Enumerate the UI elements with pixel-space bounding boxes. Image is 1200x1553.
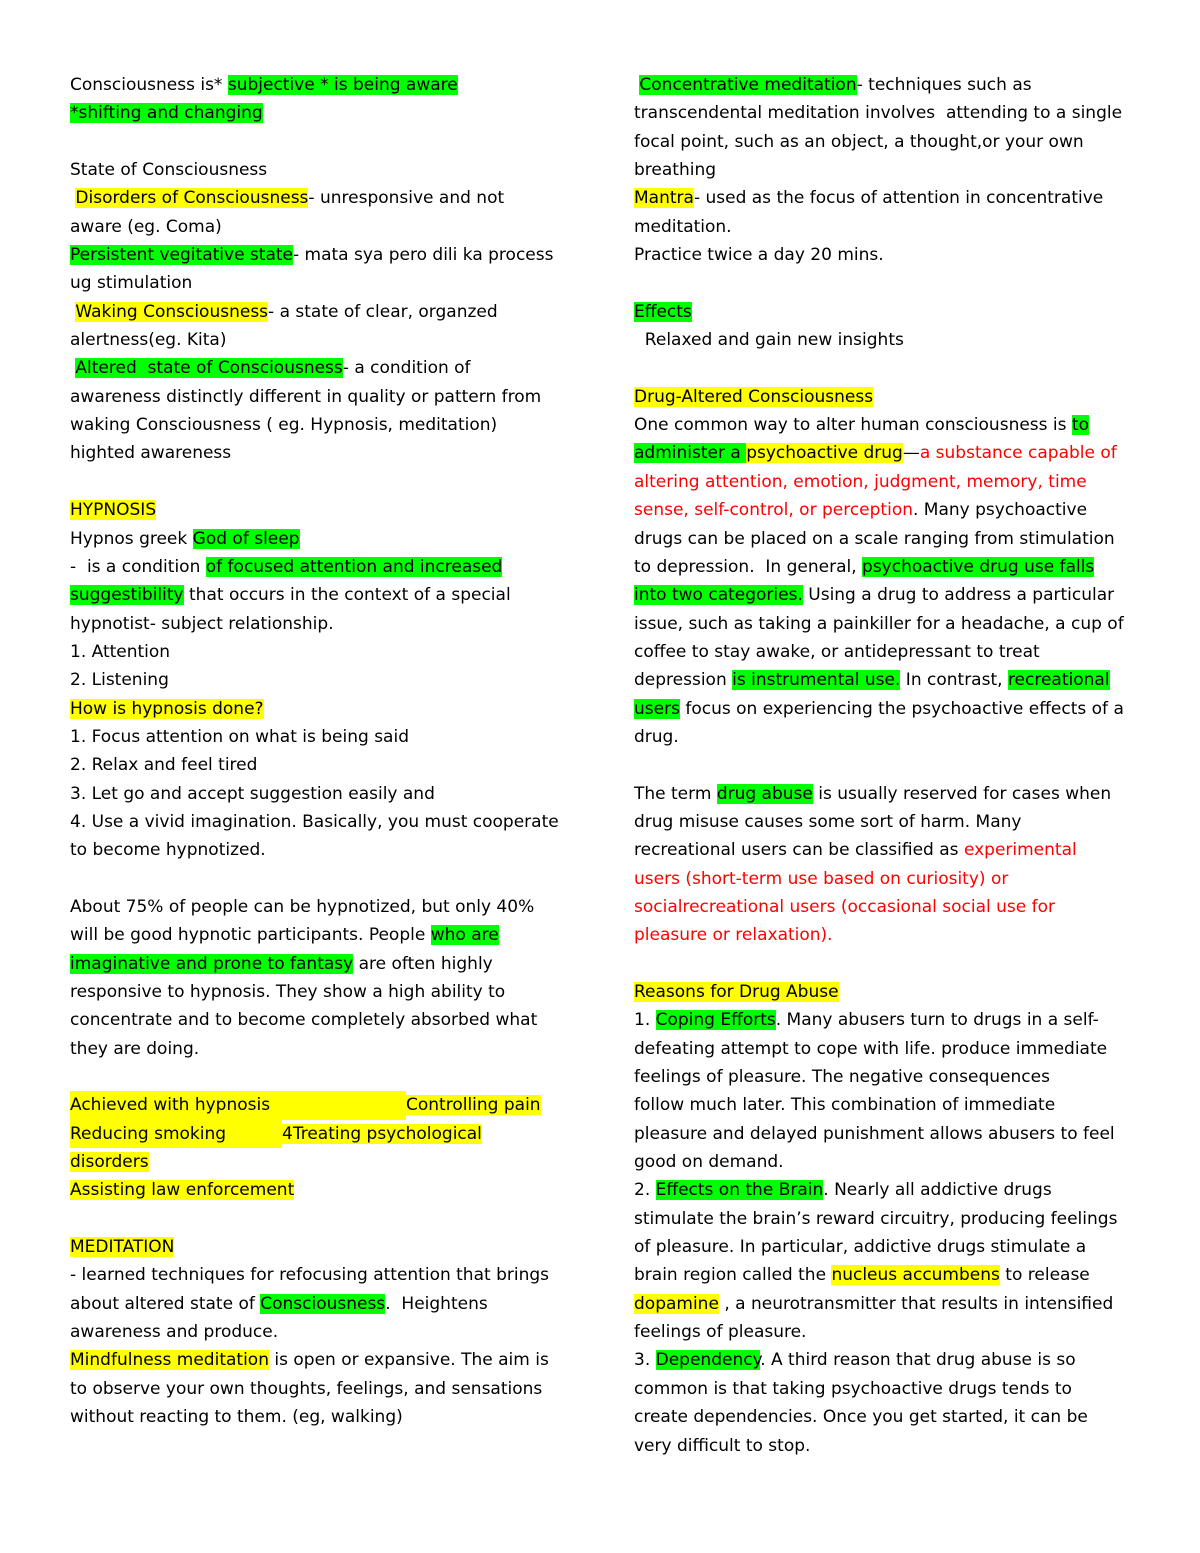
text-line	[70, 269, 570, 297]
text-line	[70, 581, 570, 609]
text-segment: 4. Use a vivid imagination. Basically, you must cooperate	[70, 811, 559, 832]
text-segment: Hypnos greek	[70, 528, 193, 549]
text-segment: will be good hypnotic participants. People	[70, 925, 431, 946]
text-segment: focal point, such as an object, a thought,or your own	[634, 131, 1084, 152]
text-segment: focus on experiencing the psychoactive effects of a	[679, 698, 1124, 719]
text-segment: - a state of clear, organzed	[268, 301, 498, 322]
green-highlight-text: psychoactive drug use falls	[862, 556, 1095, 577]
text-line	[634, 723, 1139, 751]
text-line	[70, 1403, 570, 1431]
text-line	[634, 241, 1139, 269]
text-line	[70, 808, 570, 836]
text-line	[634, 751, 1139, 779]
green-highlight-text: is instrumental use.	[732, 670, 901, 691]
text-segment: to become hypnotized.	[70, 840, 266, 861]
red-text: users (short-term use based on curiosity) or	[634, 868, 1009, 889]
text-segment: State of Consciousness	[70, 160, 268, 181]
green-highlight-text: users	[634, 698, 680, 719]
text-line	[634, 1403, 1139, 1431]
yellow-highlight-text: Controlling pain	[406, 1095, 541, 1116]
red-text: experimental	[963, 840, 1077, 861]
text-segment: - unresponsive and not	[308, 188, 505, 209]
text-line	[70, 411, 570, 439]
text-segment: coffee to stay awake, or antidepressant to treat	[634, 641, 1040, 662]
text-segment: . Nearly all addictive drugs	[823, 1180, 1052, 1201]
yellow-highlight-text: Mindfulness meditation	[70, 1350, 269, 1371]
red-text: sense, self-control, or perception	[634, 500, 913, 521]
green-highlight-text: recreational	[1007, 670, 1110, 691]
text-segment: One common way to alter human consciousness is	[634, 415, 1072, 436]
text-line	[70, 921, 570, 949]
text-line	[634, 1035, 1139, 1063]
green-highlight-text: Consciousness	[260, 1293, 386, 1314]
yellow-highlight-text: How is hypnosis done?	[70, 698, 264, 719]
text-segment: brain region called the	[634, 1265, 832, 1286]
text-segment: good on demand.	[634, 1152, 784, 1173]
green-highlight-text: suggestibility	[70, 585, 184, 606]
yellow-highlight-text: Waking Consciousness	[75, 301, 269, 322]
text-segment: about altered state of	[70, 1293, 261, 1314]
text-line	[634, 1205, 1139, 1233]
text-line	[634, 638, 1139, 666]
green-highlight-text: of focused attention and increased	[205, 556, 503, 577]
text-segment: without reacting to them. (eg, walking)	[70, 1407, 403, 1428]
text-segment: issue, such as taking a painkiller for a headache, a cup of	[634, 613, 1124, 634]
text-line	[70, 439, 570, 467]
text-segment: Practice twice a day 20 mins.	[634, 245, 884, 266]
text-line	[634, 156, 1139, 184]
text-segment: aware (eg. Coma)	[70, 216, 222, 237]
text-segment: 1. Focus attention on what is being said	[70, 726, 409, 747]
text-segment: waking Consciousness ( eg. Hypnosis, meditation)	[70, 415, 498, 436]
text-line	[634, 553, 1139, 581]
text-segment: meditation.	[634, 216, 732, 237]
text-line	[70, 751, 570, 779]
yellow-highlight-text: psychoactive drug	[746, 443, 903, 464]
text-segment: The term	[634, 783, 717, 804]
text-segment: transcendental meditation involves attending to a single	[634, 103, 1123, 124]
left-column	[70, 71, 570, 1432]
red-text: pleasure or relaxation).	[634, 925, 833, 946]
text-line	[70, 723, 570, 751]
text-line	[634, 1432, 1139, 1460]
text-line	[634, 326, 1139, 354]
text-segment: of pleasure. In particular, addictive drugs stimulate a	[634, 1237, 1087, 1258]
text-line	[70, 1006, 570, 1034]
text-line	[70, 156, 570, 184]
text-segment: In contrast,	[900, 670, 1008, 691]
text-line	[634, 411, 1139, 439]
green-highlight-text: God of sleep	[192, 528, 300, 549]
green-highlight-text: Altered state of Consciousness	[75, 358, 343, 379]
text-segment: they are doing.	[70, 1038, 200, 1059]
text-line	[634, 298, 1139, 326]
text-line	[70, 184, 570, 212]
text-segment: to observe your own thoughts, feelings, and sensations	[70, 1378, 543, 1399]
text-segment: 1.	[634, 1010, 656, 1031]
text-segment: 2.	[634, 1180, 656, 1201]
green-highlight-text: Dependency	[655, 1350, 761, 1371]
text-line	[634, 1375, 1139, 1403]
text-line	[634, 468, 1139, 496]
text-segment: highted awareness	[70, 443, 232, 464]
text-line	[634, 1006, 1139, 1034]
text-line	[634, 978, 1139, 1006]
green-highlight-text: who are	[430, 925, 499, 946]
text-line	[634, 1290, 1139, 1318]
text-segment: 2. Relax and feel tired	[70, 755, 258, 776]
text-segment: About 75% of people can be hypnotized, but only 40%	[70, 896, 535, 917]
text-line	[70, 666, 570, 694]
text-segment: hypnotist- subject relationship.	[70, 613, 334, 634]
text-line	[634, 1318, 1139, 1346]
text-line	[70, 1063, 570, 1091]
yellow-highlight-text: Mantra	[634, 188, 694, 209]
text-line	[634, 1233, 1139, 1261]
text-line	[70, 1120, 570, 1148]
text-segment: is usually reserved for cases when	[812, 783, 1112, 804]
text-line	[70, 1091, 570, 1119]
text-segment: drugs can be placed on a scale ranging from stimulation	[634, 528, 1115, 549]
green-highlight-text: Coping Efforts	[655, 1010, 776, 1031]
text-line	[634, 439, 1139, 467]
text-line	[634, 1063, 1139, 1091]
text-line	[70, 1176, 570, 1204]
text-line	[70, 383, 570, 411]
text-segment: drug misuse causes some sort of harm. Many	[634, 811, 1022, 832]
red-text: a substance capable of	[919, 443, 1117, 464]
text-line	[70, 1148, 570, 1176]
text-line	[634, 71, 1139, 99]
text-line	[634, 1176, 1139, 1204]
text-segment	[634, 358, 639, 378]
text-line	[70, 468, 570, 496]
text-segment: - is a condition	[70, 556, 206, 577]
text-line	[634, 865, 1139, 893]
yellow-highlight-text: Drug-Altered Consciousness	[634, 386, 874, 407]
text-line	[634, 921, 1139, 949]
text-line	[634, 1091, 1139, 1119]
green-highlight-text: *shifting and changing	[70, 103, 263, 124]
text-segment: - used as the focus of attention in concentrative	[693, 188, 1104, 209]
yellow-highlight-text: Achieved with hypnosis	[70, 1091, 406, 1119]
text-line	[70, 950, 570, 978]
text-segment: ug stimulation	[70, 273, 193, 294]
text-segment: breathing	[634, 160, 717, 181]
green-highlight-text: administer a	[634, 443, 747, 464]
text-line	[70, 326, 570, 354]
text-segment	[70, 1209, 75, 1229]
text-line	[634, 213, 1139, 241]
text-line	[634, 666, 1139, 694]
text-segment: awareness and produce.	[70, 1322, 279, 1343]
text-line	[634, 893, 1139, 921]
text-line	[634, 1148, 1139, 1176]
text-segment: 2. Listening	[70, 670, 169, 691]
yellow-highlight-text: Reasons for Drug Abuse	[634, 982, 839, 1002]
text-segment: 3.	[634, 1350, 656, 1371]
text-line	[70, 836, 570, 864]
text-segment: depression	[634, 670, 733, 691]
text-line	[634, 1120, 1139, 1148]
text-line	[634, 128, 1139, 156]
text-segment: follow much later. This combination of immediate	[634, 1095, 1056, 1116]
text-line	[634, 99, 1139, 127]
text-segment: , a neurotransmitter that results in intensified	[718, 1293, 1114, 1314]
text-segment: - techniques such as	[856, 75, 1032, 95]
text-line	[634, 1261, 1139, 1289]
text-line	[634, 610, 1139, 638]
text-segment: 3. Let go and accept suggestion easily and	[70, 783, 435, 804]
text-segment: Consciousness is*	[70, 75, 228, 95]
text-segment: Using a drug to address a particular	[802, 585, 1115, 606]
text-line	[70, 695, 570, 723]
green-highlight-text: Effects on the Brain	[655, 1180, 824, 1201]
text-segment: recreational users can be classified as	[634, 840, 964, 861]
text-segment	[634, 273, 639, 293]
text-segment: pleasure and delayed punishment allows abusers to feel	[634, 1123, 1115, 1144]
yellow-highlight-text: Reducing smoking	[70, 1120, 282, 1148]
text-segment: very difficult to stop.	[634, 1435, 811, 1456]
yellow-highlight-text: dopamine	[634, 1293, 719, 1314]
text-line	[70, 1375, 570, 1403]
text-line	[634, 525, 1139, 553]
text-line	[70, 1261, 570, 1289]
yellow-highlight-text: MEDITATION	[70, 1237, 175, 1258]
text-segment	[70, 132, 75, 152]
text-segment	[634, 954, 639, 974]
text-segment: common is that taking psychoactive drugs tends to	[634, 1378, 1072, 1399]
text-segment: . Many psychoactive	[913, 500, 1088, 521]
text-line	[634, 950, 1139, 978]
text-segment: - mata sya pero dili ka process	[293, 245, 554, 266]
text-line	[70, 128, 570, 156]
text-line	[70, 213, 570, 241]
text-line	[70, 865, 570, 893]
text-segment: - a condition of	[342, 358, 471, 379]
text-line	[634, 354, 1139, 382]
text-segment	[634, 755, 639, 775]
text-line	[70, 241, 570, 269]
text-line	[70, 1318, 570, 1346]
text-segment: to depression. In general,	[634, 556, 863, 577]
text-segment: . A third reason that drug abuse is so	[760, 1350, 1076, 1371]
text-line	[70, 496, 570, 524]
text-line	[70, 978, 570, 1006]
green-highlight-text: Effects	[634, 301, 692, 322]
text-segment: 1. Attention	[70, 641, 171, 662]
green-highlight-text: subjective * is being aware	[227, 75, 458, 95]
text-segment: - learned techniques for refocusing attention that brings	[70, 1265, 549, 1286]
green-highlight-text: Concentrative meditation	[639, 75, 857, 95]
text-line	[70, 1233, 570, 1261]
text-segment: . Heightens	[385, 1293, 488, 1314]
text-segment	[70, 1067, 75, 1087]
text-segment: feelings of pleasure. The negative consequences	[634, 1067, 1050, 1088]
text-line	[70, 1205, 570, 1233]
text-line	[70, 71, 570, 99]
text-line	[634, 695, 1139, 723]
text-segment	[70, 869, 75, 889]
red-text: socialrecreational users (occasional social use for	[634, 896, 1056, 917]
green-highlight-text: imaginative and prone to fantasy	[70, 953, 354, 974]
text-line	[70, 1290, 570, 1318]
text-line	[634, 184, 1139, 212]
text-segment: is open or expansive. The aim is	[268, 1350, 549, 1371]
yellow-highlight-text: HYPNOSIS	[70, 500, 157, 521]
yellow-highlight-text: Assisting law enforcement	[70, 1180, 295, 1201]
text-segment: drug.	[634, 726, 679, 747]
text-segment: alertness(eg. Kita)	[70, 330, 227, 351]
text-segment: . Many abusers turn to drugs in a self-	[775, 1010, 1099, 1031]
right-column	[634, 71, 1139, 1460]
text-segment: that occurs in the context of a special	[183, 585, 511, 606]
text-line	[70, 893, 570, 921]
text-line	[70, 525, 570, 553]
text-line	[634, 780, 1139, 808]
text-segment: Relaxed and gain new insights	[634, 330, 904, 351]
text-line	[634, 808, 1139, 836]
text-segment	[70, 472, 75, 492]
text-line	[70, 298, 570, 326]
text-line	[70, 99, 570, 127]
green-highlight-text: drug abuse	[716, 783, 813, 804]
green-highlight-text: into two categories.	[634, 585, 803, 606]
text-line	[634, 269, 1139, 297]
text-line	[70, 1346, 570, 1374]
text-segment: create dependencies. Once you get started, it can be	[634, 1407, 1088, 1428]
text-line	[634, 383, 1139, 411]
yellow-highlight-text: disorders	[70, 1152, 149, 1173]
text-segment: —	[902, 443, 920, 464]
text-segment: feelings of pleasure.	[634, 1322, 807, 1343]
text-line	[70, 1035, 570, 1063]
yellow-highlight-text: Disorders of Consciousness	[75, 188, 309, 209]
text-line	[70, 354, 570, 382]
text-line	[70, 780, 570, 808]
text-line	[70, 610, 570, 638]
green-highlight-text: to	[1071, 415, 1089, 436]
text-line	[70, 553, 570, 581]
text-segment: stimulate the brain’s reward circuitry, producing feelings	[634, 1208, 1118, 1229]
text-line	[634, 496, 1139, 524]
text-segment: to release	[999, 1265, 1090, 1286]
text-segment: awareness distinctly different in quality or pattern from	[70, 386, 542, 407]
text-line	[634, 581, 1139, 609]
red-text: altering attention, emotion, judgment, memory, time	[634, 471, 1087, 492]
yellow-highlight-text: nucleus accumbens	[831, 1265, 1000, 1286]
text-segment: responsive to hypnosis. They show a high ability to	[70, 982, 506, 1002]
text-line	[634, 1346, 1139, 1374]
text-segment: defeating attempt to cope with life. produce immediate	[634, 1038, 1108, 1059]
yellow-highlight-text: 4Treating psychological	[282, 1123, 482, 1144]
text-segment: are often highly	[353, 953, 493, 974]
text-line	[70, 638, 570, 666]
text-line	[634, 836, 1139, 864]
text-segment: concentrate and to become completely absorbed what	[70, 1010, 538, 1031]
green-highlight-text: Persistent vegitative state	[70, 245, 293, 266]
